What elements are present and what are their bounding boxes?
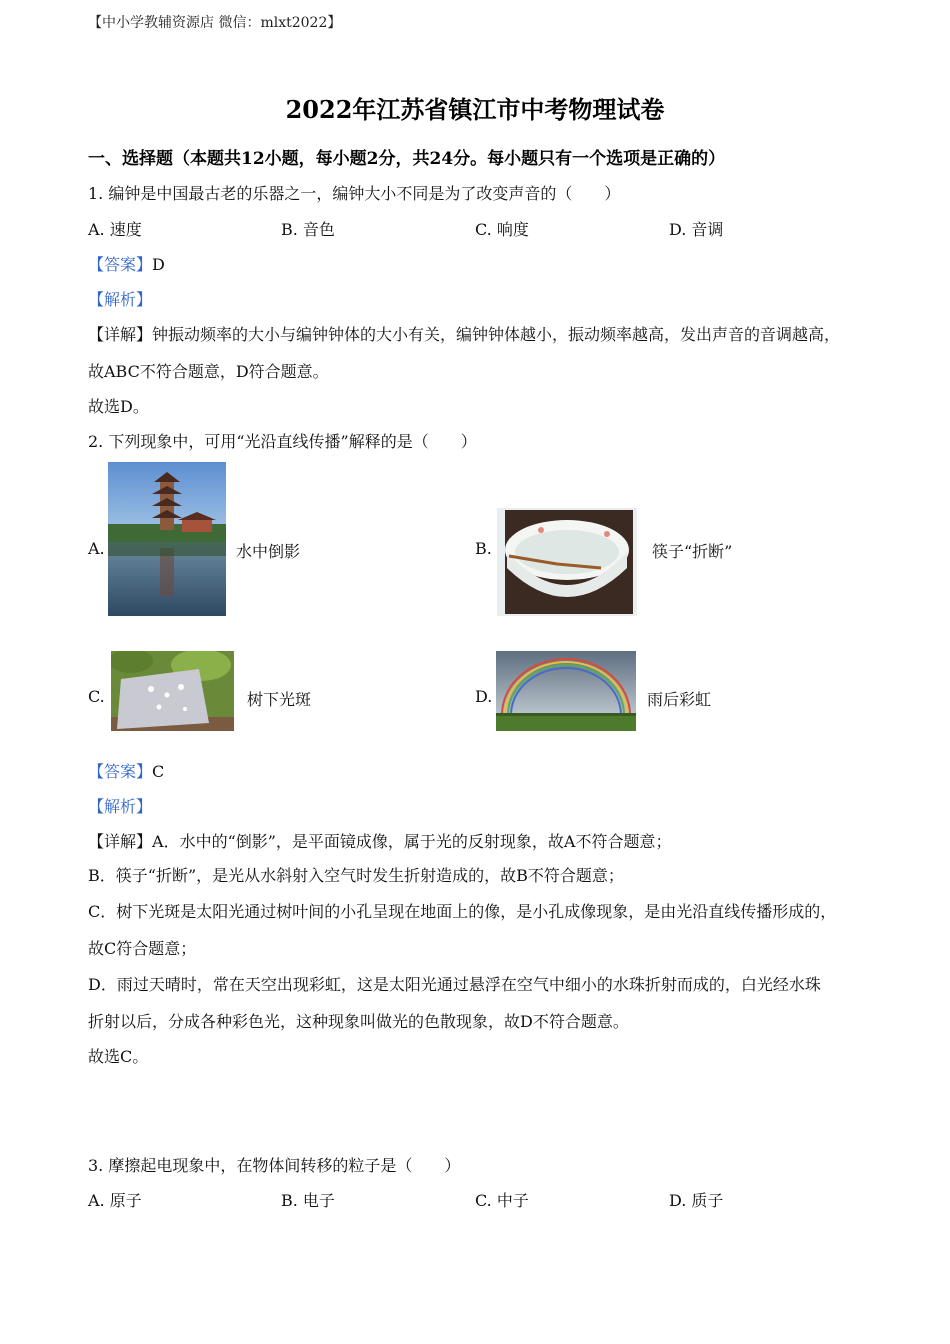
q2-detail-line-3: C．树下光斑是太阳光通过树叶间的小孔呈现在地面上的像，是小孔成像现象，是由光沿直线传播形成的， [88, 902, 837, 921]
q2-detail-line-5: D．雨过天晴时，常在天空出现彩虹，这是太阳光通过悬浮在空气中细小的水珠折射而成的，白光经水珠 [88, 975, 821, 994]
q3-option-b: B. 电子 [281, 1191, 335, 1210]
pagoda-reflection-image [108, 462, 226, 616]
page-header: 【中小学教辅资源店 微信：mlxt2022】 [88, 15, 342, 31]
q1-conclusion: 故选D。 [88, 397, 149, 416]
q2-option-b-caption: 筷子“折断” [652, 542, 733, 561]
q2-analysis-tag: 【解析】 [88, 797, 153, 816]
q3-option-c: C. 中子 [475, 1191, 529, 1210]
q1-option-c: C. 响度 [475, 220, 529, 239]
q2-option-b-letter: B. [475, 539, 492, 558]
section-heading: 一、选择题（本题共12小题，每小题2分，共24分。每小题只有一个选项是正确的） [88, 149, 726, 169]
q1-option-d: D. 音调 [669, 220, 724, 239]
q2-detail-line-2: B．筷子“折断”，是光从水斜射入空气时发生折射造成的，故B不符合题意； [88, 866, 624, 885]
q2-option-d-letter: D. [475, 687, 493, 706]
q1-option-a: A. 速度 [88, 220, 142, 239]
q1-detail-text-1: 钟振动频率的大小与编钟钟体的大小有关，编钟钟体越小，振动频率越高，发出声音的音调越高， [152, 325, 841, 344]
page-title: 2022年江苏省镇江市中考物理试卷 [285, 95, 665, 124]
q1-analysis-tag: 【解析】 [88, 290, 153, 309]
bent-chopsticks-image [497, 508, 637, 616]
q1-detail-line-1 [88, 322, 840, 345]
q1-option-b: B. 音色 [281, 220, 335, 239]
q1-detail-tag: 【详解】 [88, 325, 153, 344]
q2-conclusion: 故选C。 [88, 1047, 149, 1066]
q2-answer-row [88, 759, 164, 782]
q3-option-d: D. 质子 [669, 1191, 724, 1210]
q1-answer-row [88, 252, 165, 275]
q2-option-a-caption: 水中倒影 [236, 542, 301, 561]
light-spots-image [111, 651, 234, 731]
q1-answer-tag: 【答案】 [88, 255, 153, 274]
q2-option-c-caption: 树下光斑 [247, 690, 312, 709]
q2-answer: C [152, 762, 165, 781]
q1-stem: 1. 编钟是中国最古老的乐器之一，编钟大小不同是为了改变声音的（ ） [88, 184, 621, 203]
q2-answer-tag: 【答案】 [88, 762, 153, 781]
rainbow-image [496, 651, 636, 731]
q2-option-a-letter: A. [88, 539, 105, 558]
q2-detail-text-1: A．水中的“倒影”，是平面镜成像，属于光的反射现象，故A不符合题意； [152, 832, 672, 851]
q2-option-d-caption: 雨后彩虹 [647, 690, 712, 709]
q2-detail-line-1 [88, 829, 672, 852]
q2-option-c-letter: C. [88, 687, 105, 706]
q2-detail-tag: 【详解】 [88, 832, 153, 851]
q2-detail-line-6: 折射以后，分成各种彩色光，这种现象叫做光的色散现象，故D不符合题意。 [88, 1012, 629, 1031]
q2-stem: 2. 下列现象中，可用“光沿直线传播”解释的是（ ） [88, 432, 477, 451]
q3-stem: 3. 摩擦起电现象中，在物体间转移的粒子是（ ） [88, 1156, 461, 1175]
q1-detail-line-2: 故ABC不符合题意，D符合题意。 [88, 362, 329, 381]
q3-option-a: A. 原子 [88, 1191, 142, 1210]
q2-detail-line-4: 故C符合题意； [88, 939, 197, 958]
q1-answer: D [152, 255, 165, 274]
